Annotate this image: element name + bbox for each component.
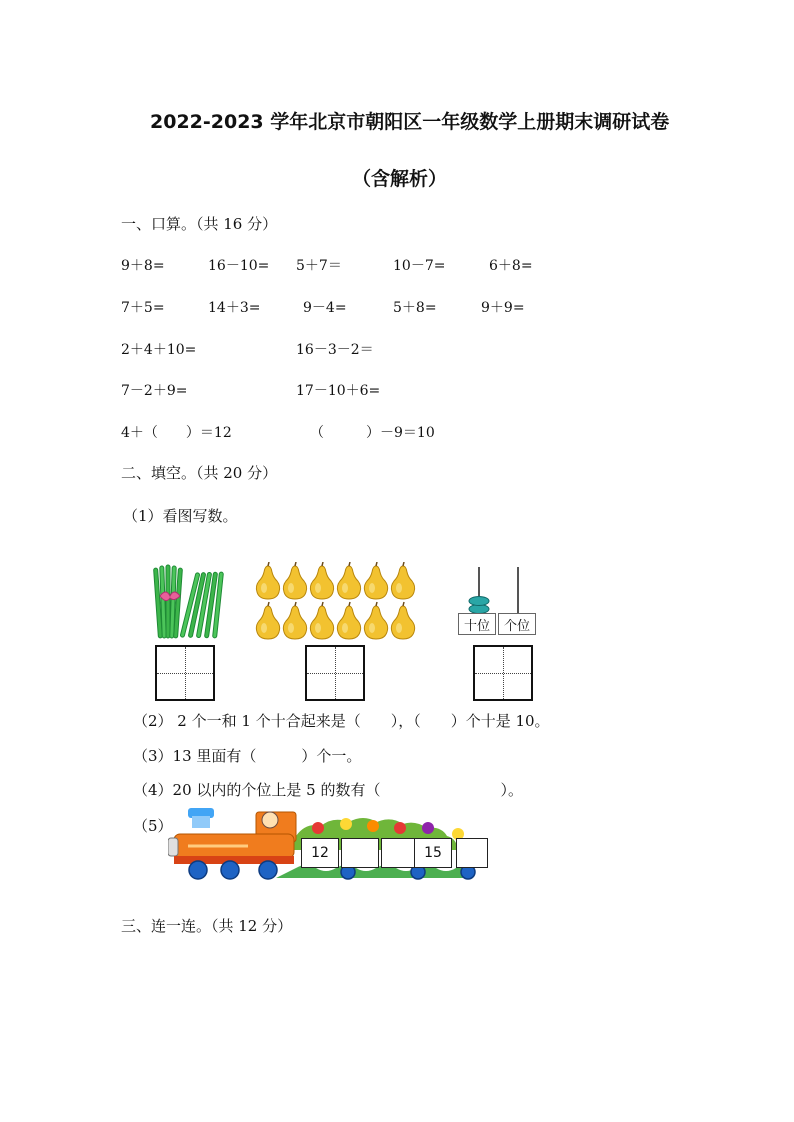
question-1: （1）看图写数。 [123, 507, 238, 525]
abacus-ones-label: 个位 [498, 613, 536, 635]
section2-heading: 二、填空。（共 20 分） [121, 464, 278, 482]
document-subtitle: （含解析） [352, 168, 448, 190]
train-box[interactable]: 15 [414, 838, 452, 868]
equation: 7＋5= [121, 300, 165, 316]
answer-box-sticks[interactable] [155, 645, 215, 701]
pears-illustration [253, 562, 417, 642]
stick-bundle-icon [154, 565, 183, 638]
equation: 10－7= [393, 258, 446, 274]
train-box[interactable] [456, 838, 488, 868]
sticks-illustration [150, 560, 225, 642]
abacus-illustration [460, 565, 540, 615]
question-2: （2） 2 个一和 1 个十合起来是（ ），（ ）个十是 10。 [133, 712, 550, 730]
equation: 5＋8= [393, 300, 437, 316]
equation: 16－3－2＝ [296, 342, 374, 358]
pear-icon [256, 562, 414, 639]
equation: 2＋4＋10= [121, 342, 197, 358]
question-4: （4）20 以内的个位上是 5 的数有（ ）。 [133, 781, 523, 799]
equation: 14＋3= [208, 300, 261, 316]
train-box[interactable] [341, 838, 379, 868]
equation: 9－4= [303, 300, 347, 316]
abacus-bead-icon [469, 597, 489, 614]
equation: 9＋8= [121, 258, 165, 274]
equation: 16－10= [208, 258, 270, 274]
train-box[interactable]: 12 [301, 838, 339, 868]
equation: 7－2＋9= [121, 383, 188, 399]
equation: 9＋9= [481, 300, 525, 316]
section3-heading: 三、连一连。（共 12 分） [121, 917, 293, 935]
equation: 17－10＋6= [296, 383, 381, 399]
equation-blank: （ ）－9＝10 [310, 425, 435, 441]
answer-box-abacus[interactable] [473, 645, 533, 701]
abacus-tens-label: 十位 [458, 613, 496, 635]
question-5-label: （5） [133, 817, 173, 835]
question-3: （3）13 里面有（ ）个一。 [133, 747, 362, 765]
equation-blank: 4＋（ ）＝12 [121, 425, 232, 441]
document-title: 2022-2023 学年北京市朝阳区一年级数学上册期末调研试卷 [150, 111, 670, 133]
section1-heading: 一、口算。（共 16 分） [121, 215, 278, 233]
single-sticks-icon [180, 572, 223, 638]
equation: 6＋8= [489, 258, 533, 274]
answer-box-pears[interactable] [305, 645, 365, 701]
locomotive-icon [168, 808, 296, 864]
equation: 5＋7＝ [296, 258, 342, 274]
